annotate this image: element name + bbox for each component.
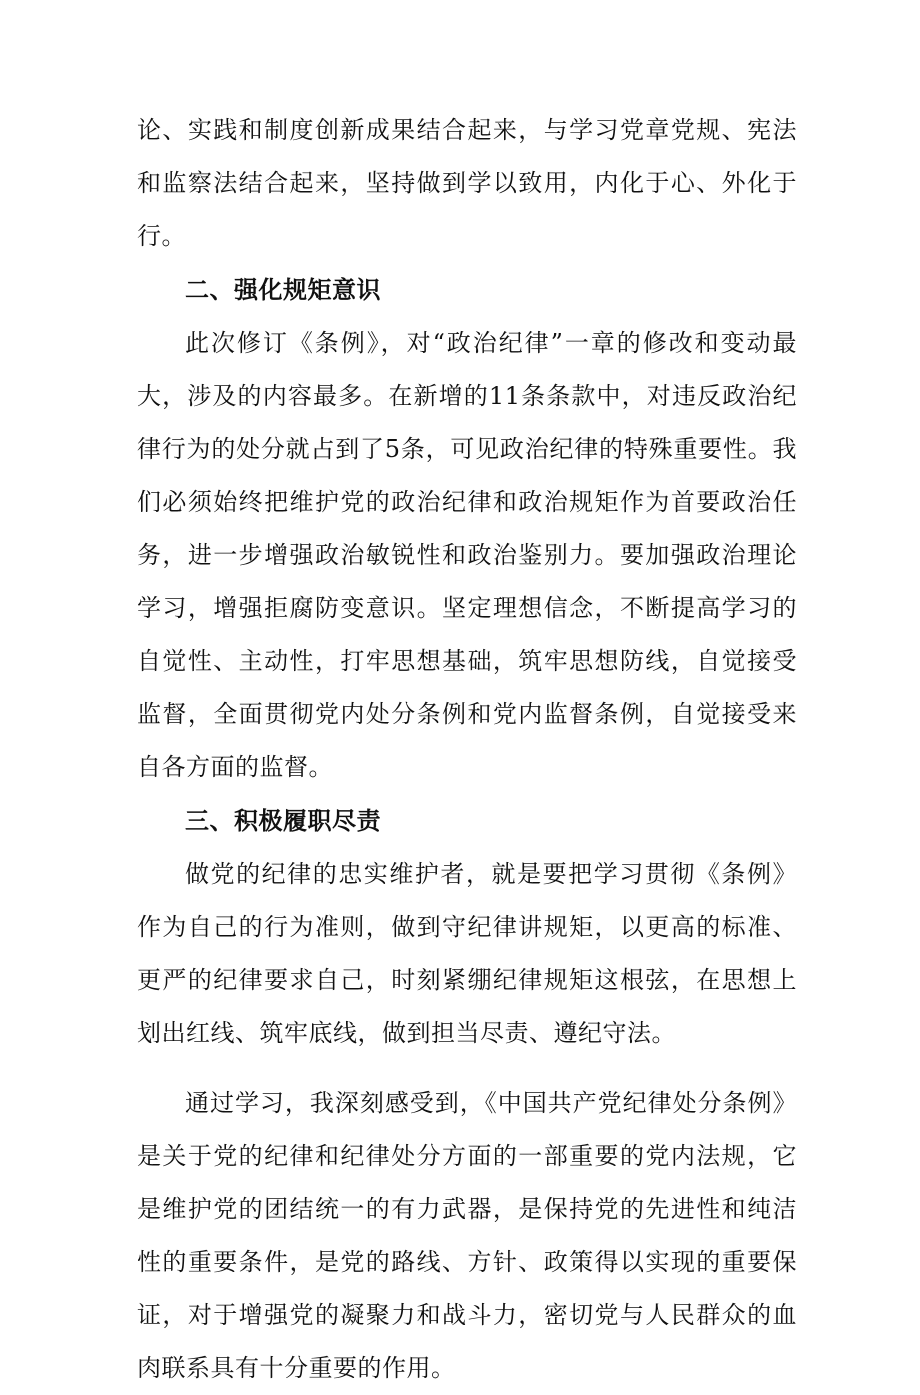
paragraph-section-2: 此次修订《条例》，对“政治纪律”一章的修改和变动最大，涉及的内容最多。在新增的11条条款中，对违反政治纪律行为的处分就占到了5条，可见政治纪律的特殊重要性。我们必须始终把维护党的政治纪律和政治规矩作为首要政治任务，进一步增强政治敏锐性和政治鉴别力。要加强政治理论学习，增强拒腐防变意识。坚定理想信念，不断提高学习的自觉性、主动性，打牢思想基础，筑牢思想防线，自觉接受监督，全面贯彻党内处分条例和党内监督条例，自觉接受来自各方面的监督。 — [137, 329, 797, 781]
paragraph-continuation: 论、实践和制度创新成果结合起来，与学习党章党规、宪法和监察法结合起来，坚持做到学以致用，内化于心、外化于行。 — [137, 116, 797, 250]
paragraph-conclusion: 通过学习，我深刻感受到，《中国共产党纪律处分条例》是关于党的纪律和纪律处分方面的一部重要的党内法规，它是维护党的团结统一的有力武器，是保持党的先进性和纯洁性的重要条件，是党的路线、方针、政策得以实现的重要保证，对于增强党的凝聚力和战斗力，密切党与人民群众的血肉联系具有十分重要的作用。 — [137, 1089, 797, 1382]
document-body — [137, 104, 797, 1395]
section-heading-2: 二、强化规矩意识 — [185, 276, 381, 304]
section-heading-3: 三、积极履职尽责 — [185, 807, 381, 835]
paragraph-section-3: 做党的纪律的忠实维护者，就是要把学习贯彻《条例》作为自己的行为准则，做到守纪律讲规矩，以更高的标准、更严的纪律要求自己，时刻紧绷纪律规矩这根弦，在思想上划出红线、筑牢底线，做到担当尽责、遵纪守法。 — [137, 860, 797, 1047]
